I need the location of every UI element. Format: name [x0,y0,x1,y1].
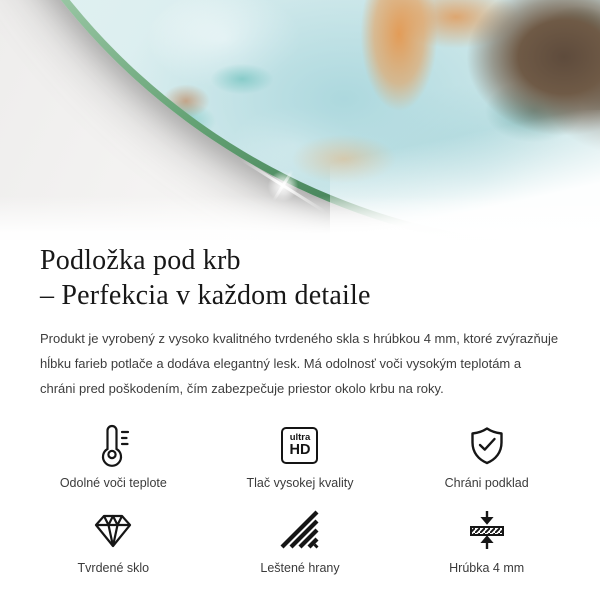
white-fade-bottom-overlay [0,196,600,240]
feature-label: Hrúbka 4 mm [449,561,525,575]
features-grid [0,422,600,575]
hero-section [0,0,600,240]
ultra-hd-badge [281,427,318,464]
product-description: Produkt je vyrobený z vysoko kvalitného tvrdeného skla s hrúbkou 4 mm, ktoré zvýrazňuje hĺbku farieb potlače a dodáva elegantný lesk. Má odolnosť voči vysokým teplotám a chráni pred poškodením, čím zabezpečuje priestor okolo krbu na roky. [40,331,559,396]
feature-label: Tlač vysokej kvality [246,476,354,490]
page-title [40,240,560,313]
ultra-hd-badge-top: ultra [289,431,311,443]
content-section [0,240,600,401]
polished-edges-icon [278,507,322,553]
page-title-line2: – Perfekcia v každom detaile [40,280,371,311]
feature-polished-edges [207,507,394,575]
feature-label: Odolné voči teplote [59,476,167,490]
feature-tempered-glass [20,507,207,575]
feature-label: Tvrdené sklo [77,561,150,575]
feature-thickness [393,507,580,575]
thermometer-icon [91,422,135,468]
shield-check-icon [465,422,509,468]
feature-label: Chráni podklad [444,476,529,490]
feature-heat-resistant [20,422,207,490]
thickness-icon [465,507,509,553]
feature-print-quality [207,422,394,490]
diamond-icon [91,507,135,553]
feature-protects-surface [393,422,580,490]
ultra-hd-icon [281,422,318,468]
page-title-line1: Podložka pod krb [40,245,241,276]
feature-label: Leštené hrany [260,561,340,575]
ultra-hd-badge-bottom: HD [289,441,311,458]
